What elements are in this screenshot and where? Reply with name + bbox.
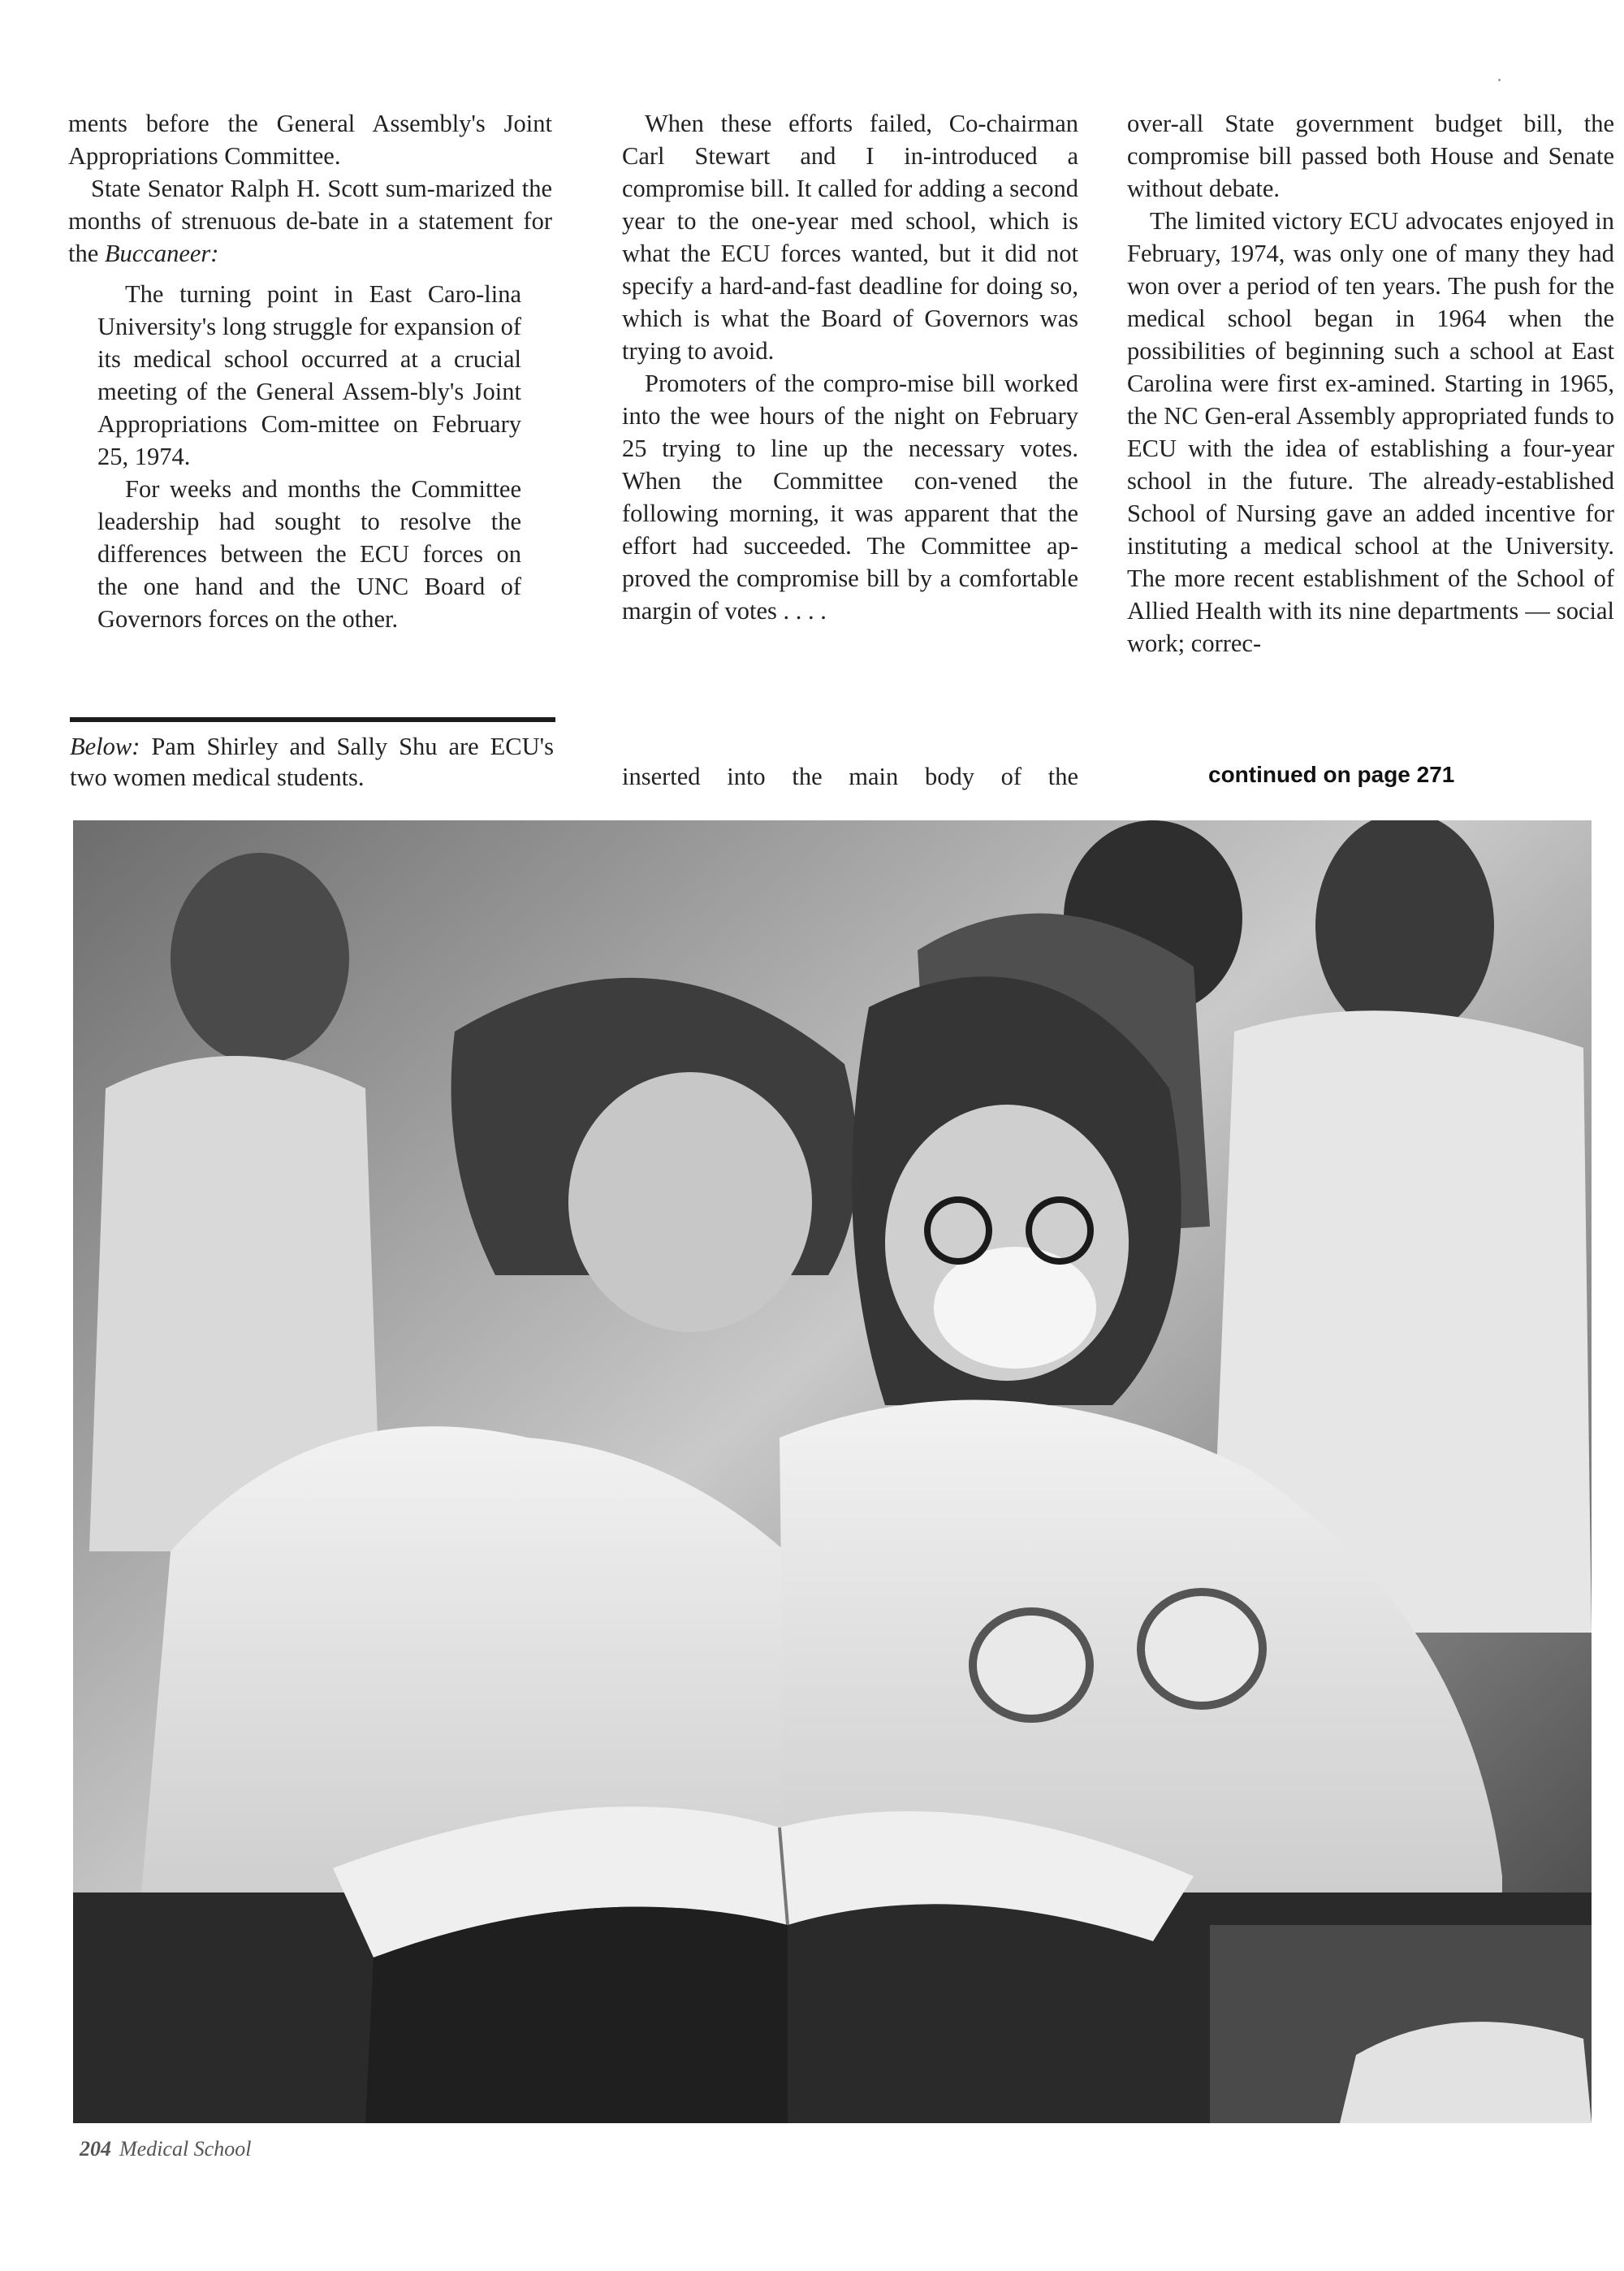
photo-illustration <box>73 820 1592 2123</box>
medical-students-photo <box>73 820 1592 2123</box>
quote-paragraph: For weeks and months the Committee leadership had sought to resolve the differences between the ECU forces on the one hand and the UNC Board of Governors forces on the other. <box>97 475 521 633</box>
publication-name: Buccaneer: <box>104 240 219 267</box>
print-speck <box>1498 79 1501 81</box>
paragraph-text: State Senator Ralph H. Scott sum-marized the months of strenuous de-bate in a statement for the <box>68 175 552 267</box>
text-column-3 <box>1127 107 1614 660</box>
section-name: Medical School <box>119 2137 252 2161</box>
paragraph <box>68 172 552 270</box>
paragraph: When these efforts failed, Co-chairman Carl Stewart and I in-introduced a compromise bill. It called for adding a second year to the one-year med school, which is what the ECU forces wanted, but it did not specify a hard-and-fast deadline for doing so, which is what the Board of Governors was trying to avoid. <box>622 110 1078 365</box>
paragraph: Promoters of the compro-mise bill worked into the wee hours of the night on February 25 trying to line up the necessary votes. When the Committee con-vened the following morning, it was apparent that the effort had succeeded. The Committee ap-proved the compromise bill by a comfortable margin of votes . . . . <box>622 370 1078 625</box>
continued-note: continued on page 271 <box>1208 762 1455 787</box>
quote-paragraph: The turning point in East Caro-lina University's long struggle for expansion of its medical school occurred at a crucial meeting of the General Assem-bly's Joint Appropriations Com-mittee on February 25, 1974. <box>97 280 521 470</box>
text-column-2 <box>622 107 1078 627</box>
text-column-1 <box>68 107 552 635</box>
photo-caption <box>70 731 554 793</box>
page-folio <box>80 2135 251 2164</box>
paragraph: over-all State government budget bill, the compromise bill passed both House and Senate without debate. <box>1127 110 1614 202</box>
paragraph: ments before the General Assembly's Joint Appropriations Committee. <box>68 110 552 170</box>
block-quote <box>97 278 521 635</box>
caption-rule <box>70 717 555 722</box>
caption-text: Pam Shirley and Sally Shu are ECU's two women medical students. <box>70 733 554 791</box>
column-2-last-line: inserted into the main body of the <box>622 763 1078 790</box>
paragraph: The limited victory ECU advocates enjoyed in February, 1974, was only one of many they had won over a period of ten years. The push for the medical school began in 1964 when the possibilities of beginning such a school at East Carolina were first ex-amined. Starting in 1965, the NC Gen-eral Assembly appropriated funds to ECU with the idea of establishing a four-year school in the future. The already-established School of Nursing gave an added incentive for instituting a medical school at the University. The more recent establishment of the School of Allied Health with its nine departments — social work; correc- <box>1127 207 1614 657</box>
caption-lead: Below: <box>70 733 140 760</box>
page-number: 204 <box>80 2137 111 2161</box>
